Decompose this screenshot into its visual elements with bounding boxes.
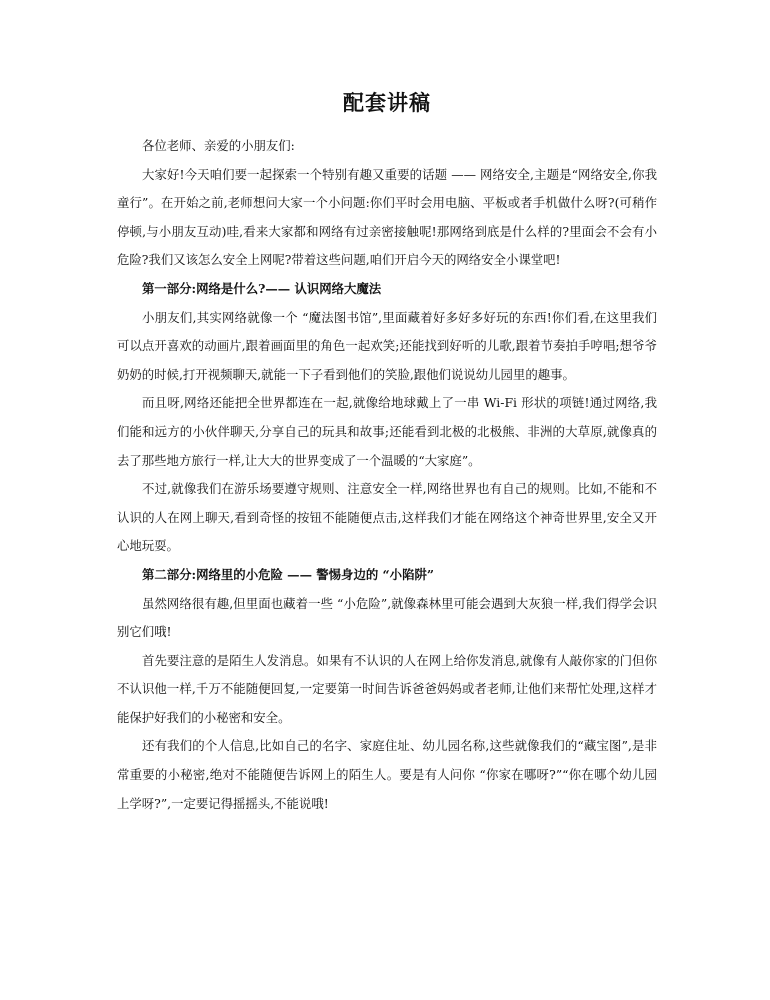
greeting-paragraph: 各位老师、亲爱的小朋友们: <box>142 138 295 153</box>
document-body <box>117 88 657 818</box>
part1-paragraph: 小朋友们,其实网络就像一个 “魔法图书馆”,里面藏着好多好多好玩的东西!你们看,在这里我们可以点开喜欢的动画片,跟着画面里的角色一起欢笑;还能找到好听的儿歌,跟着节奏拍手哼唱;想爷爷奶奶的时候,打开视频聊天,就能一下子看到他们的笑脸,跟他们说说幼儿园里的趣事。 <box>117 309 657 382</box>
part1-heading: 第一部分:网络是什么?—— 认识网络大魔法 <box>142 280 382 296</box>
part2-paragraph: 还有我们的个人信息,比如自己的名字、家庭住址、幼儿园名称,这些就像我们的“藏宝图”,是非常重要的小秘密,绝对不能随便告诉网上的陌生人。要是有人问你 “你家在哪呀?”“你在哪个幼儿园上学呀?”,一定要记得摇摇头,不能说哦! <box>117 738 657 811</box>
part1-paragraph: 而且呀,网络还能把全世界都连在一起,就像给地球戴上了一串 Wi-Fi 形状的项链!通过网络,我们能和远方的小伙伴聊天,分享自己的玩具和故事;还能看到北极的北极熊、非洲的大草原,就像真的去了那些地方旅行一样,让大大的世界变成了一个温暖的“大家庭”。 <box>117 395 657 468</box>
part2-paragraph: 首先要注意的是陌生人发消息。如果有不认识的人在网上给你发消息,就像有人敲你家的门但你不认识他一样,千万不能随便回复,一定要第一时间告诉爸爸妈妈或者老师,让他们来帮忙处理,这样才能保护好我们的小秘密和安全。 <box>117 652 657 725</box>
part2-paragraph: 虽然网络很有趣,但里面也藏着一些 “小危险”,就像森林里可能会遇到大灰狼一样,我们得学会识别它们哦! <box>117 595 657 640</box>
document-title: 配套讲稿 <box>343 90 431 115</box>
intro-paragraph: 大家好!今天咱们要一起探索一个特别有趣又重要的话题 —— 网络安全,主题是“网络安全,你我童行”。在开始之前,老师想问大家一个小问题:你们平时会用电脑、平板或者手机做什么呀?(可稍作停顿,与小朋友互动)哇,看来大家都和网络有过亲密接触呢!那网络到底是什么样的?里面会不会有小危险?我们又该怎么安全上网呢?带着这些问题,咱们开启今天的网络安全小课堂吧! <box>117 166 657 268</box>
part2-heading: 第二部分:网络里的小危险 —— 警惕身边的 “小陷阱” <box>142 566 434 582</box>
part1-paragraph: 不过,就像我们在游乐场要遵守规则、注意安全一样,网络世界也有自己的规则。比如,不能和不认识的人在网上聊天,看到奇怪的按钮不能随便点击,这样我们才能在网络这个神奇世界里,安全又开心地玩耍。 <box>117 481 657 554</box>
